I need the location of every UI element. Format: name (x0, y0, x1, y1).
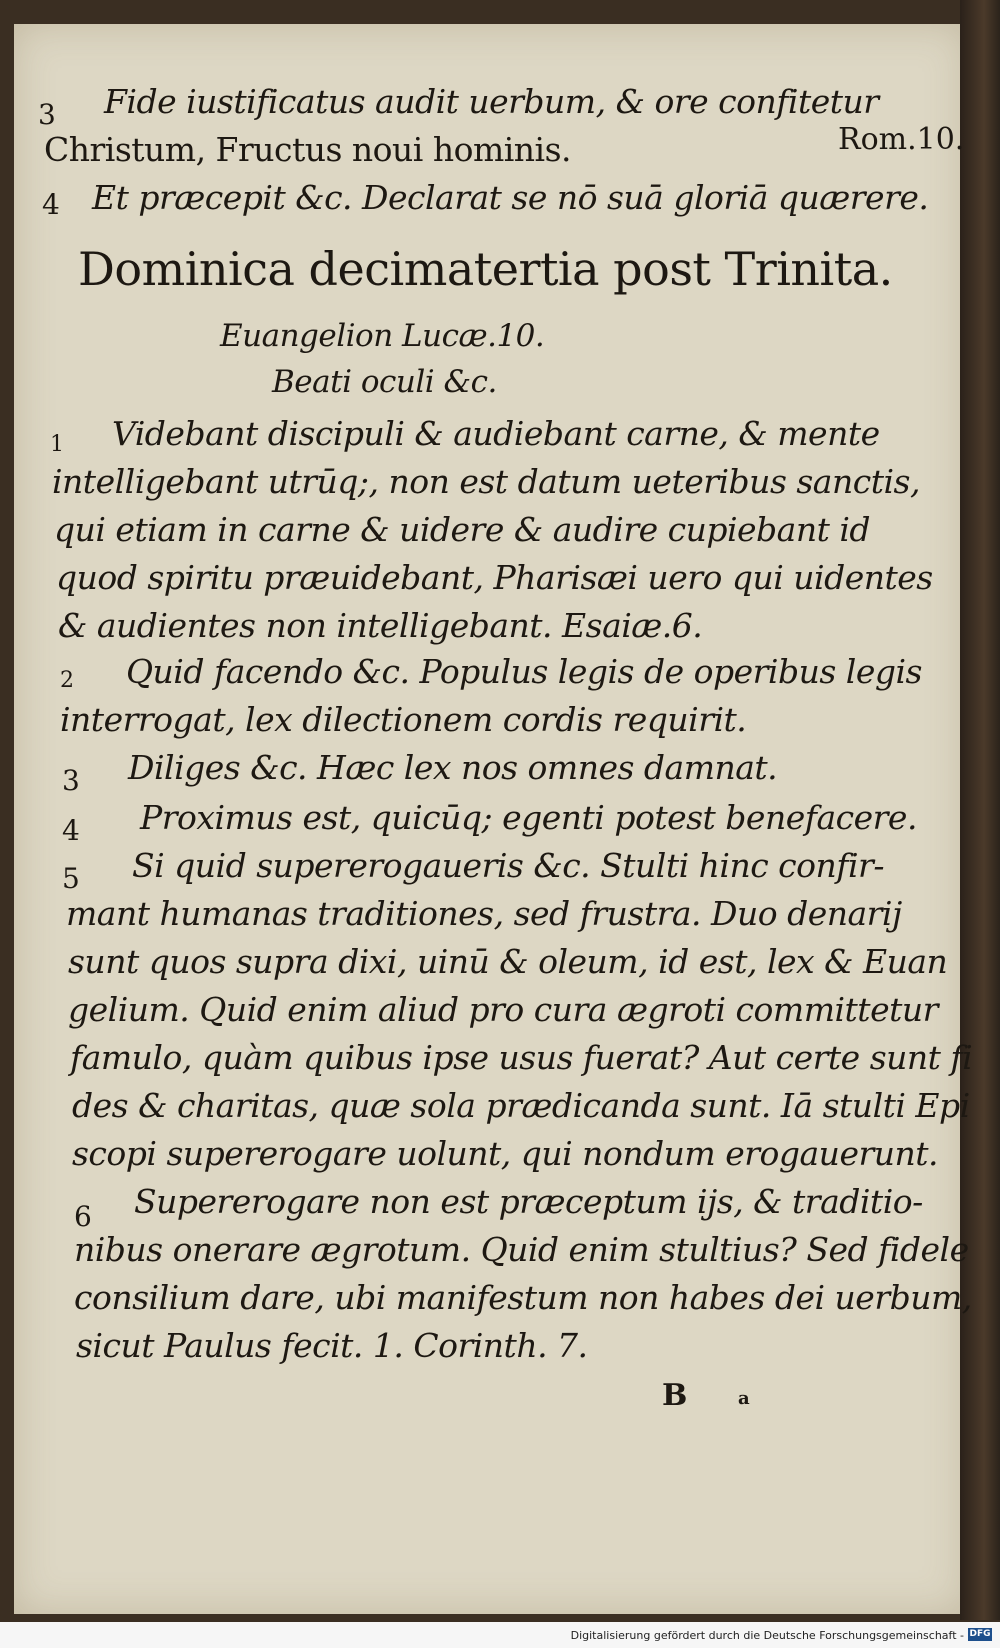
text-line: Et præcepit &c. Declarat se nō suā gloriā quærere. (92, 178, 929, 217)
gospel-title: Euangelion Lucæ.10. (220, 318, 545, 354)
margin-note: Rom.10. (838, 122, 965, 157)
funding-credit: Digitalisierung gefördert durch die Deutsche Forschungsgemeinschaft - (570, 1629, 964, 1642)
text-line: Diliges &c. Hæc lex nos omnes damnat. (128, 748, 778, 787)
verse-number: 2 (60, 668, 74, 693)
text-line: gelium. Quid enim aliud pro cura ægroti committetur (68, 990, 938, 1029)
text-line: Proximus est, quicūq; egenti potest benefacere. (140, 798, 917, 837)
text-line: mant humanas traditiones, sed frustra. Duo denarij (66, 894, 902, 933)
text-line: Quid facendo &c. Populus legis de operibus legis (126, 652, 922, 691)
text-line: Videbant discipuli & audiebant carne, & mente (112, 414, 880, 453)
text-line: Fide iustificatus audit uerbum, & ore confitetur (104, 82, 879, 121)
text-line: Christum, Fructus noui hominis. (44, 130, 572, 169)
text-line: qui etiam in carne & uidere & audire cupiebant id (54, 510, 871, 549)
verse-number: 4 (62, 814, 80, 847)
verse-number: 1 (50, 432, 64, 457)
text-line: nibus onerare ægrotum. Quid enim stultius? Sed fidele (74, 1230, 969, 1269)
verse-number: 3 (62, 764, 80, 797)
dfg-logo-icon: DFG (969, 1629, 991, 1639)
book-edge (960, 0, 1000, 1620)
text-line: interrogat, lex dilectionem cordis requirit. (60, 700, 747, 739)
text-line: intelligebant utrūq;, non est datum ueteribus sanctis, (52, 462, 920, 501)
page-heading: Dominica decimatertia post Trinita. (78, 242, 893, 296)
text-line: scopi supererogare uolunt, qui nondum erogauerunt. (72, 1134, 938, 1173)
text-line: & audientes non intelligebant. Esaiæ.6. (58, 606, 703, 645)
gospel-incipit: Beati oculi &c. (272, 364, 497, 400)
text-line: famulo, quàm quibus ipse usus fuerat? Aut certe sunt fi (70, 1038, 973, 1077)
text-line: sunt quos supra dixi, uinū & oleum, id est, lex & Euan (68, 942, 948, 981)
text-line: Supererogare non est præceptum ijs, & traditio- (134, 1182, 923, 1221)
verse-number: 6 (74, 1200, 92, 1233)
verse-number: 3 (38, 98, 56, 131)
text-line: Si quid supererogaueris &c. Stulti hinc confir- (132, 846, 884, 885)
text-line: des & charitas, quæ sola prædicanda sunt. Iā stulti Epi (72, 1086, 970, 1125)
text-line: quod spiritu præuidebant, Pharisæi uero qui uidentes (56, 558, 933, 597)
signature-mark: B (662, 1378, 688, 1413)
verse-number: 5 (62, 862, 80, 895)
text-line: consilium dare, ubi manifestum non habes dei uerbum, (74, 1278, 972, 1317)
verse-number: 4 (42, 188, 60, 221)
text-line: sicut Paulus fecit. 1. Corinth. 7. (76, 1326, 588, 1365)
signature-mark-sub: a (738, 1388, 750, 1409)
